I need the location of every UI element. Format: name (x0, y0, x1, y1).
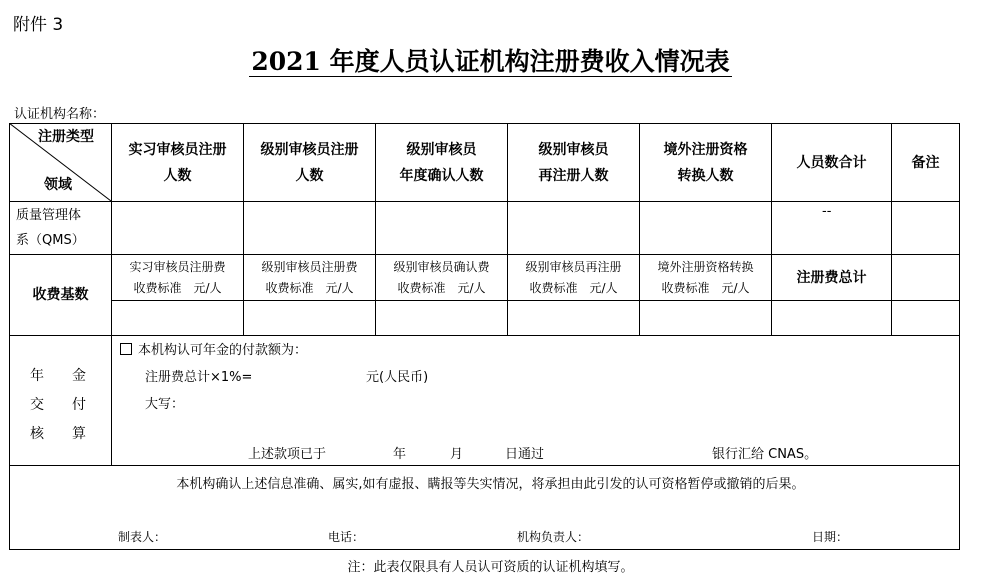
remittance-year: 年 (393, 447, 407, 462)
remittance-day: 日通过 (505, 447, 545, 462)
row-divider (111, 300, 960, 301)
side-label-line: 年 金 (30, 368, 86, 384)
remittance-month: 月 (450, 447, 464, 462)
footer-note: 注：此表仅限具有人员认可资质的认证机构填写。 (347, 560, 634, 575)
row-divider (9, 465, 960, 466)
signature-preparer: 制表人： (118, 530, 167, 544)
fee-line: 级别审核员再注册 (525, 259, 622, 274)
declaration-text: 本机构确认上述信息准确、属实,如有虚报、瞒报等失实情况，将承担由此引发的认可资格暂停或撤销的后果。 (176, 477, 805, 492)
qms-label-line: 质量管理体 (16, 208, 82, 223)
annual-fee-line1-text: 本机构认可年金的付款额为： (138, 343, 308, 358)
fee-line: 收费标准 元/人 (265, 280, 354, 295)
annual-fee-line1 (120, 339, 307, 358)
fee-line: 境外注册资格转换 (657, 259, 754, 274)
header-line: 实习审核员注册 (128, 141, 227, 158)
qms-total-value: -- (822, 204, 832, 219)
fee-line: 收费标准 元/人 (133, 280, 222, 295)
side-label-line: 核 算 (30, 426, 86, 442)
fee-line: 级别审核员确认费 (393, 259, 490, 274)
fee-header-overseas (640, 255, 771, 300)
attachment-label: 附件 3 (13, 15, 64, 35)
signature-responsible: 机构负责人： (517, 530, 590, 544)
header-line: 人数 (295, 167, 324, 184)
fee-line: 级别审核员注册费 (261, 259, 358, 274)
fee-header-level-registration (244, 255, 375, 300)
annual-fee-currency: 元(人民币) (366, 370, 429, 385)
header-level-registration (244, 124, 375, 201)
header-remark: 备注 (911, 154, 940, 171)
header-total-persons: 人员数合计 (796, 154, 867, 171)
checkbox-icon[interactable] (120, 343, 132, 355)
annual-fee-side-label (30, 362, 86, 449)
annual-fee-capital-label: 大写： (145, 397, 185, 412)
fee-header-intern (112, 255, 243, 300)
fee-header-re-registration (508, 255, 639, 300)
header-re-registration (508, 124, 639, 201)
corner-top-label: 注册类型 (38, 129, 94, 145)
qms-row-label (16, 203, 85, 253)
remittance-prefix: 上述款项已于 (248, 447, 327, 462)
header-line: 人数 (163, 167, 192, 184)
page-title (0, 42, 981, 78)
signature-phone: 电话： (328, 530, 365, 544)
org-name-label: 认证机构名称： (14, 107, 106, 122)
fee-line: 实习审核员注册费 (129, 259, 226, 274)
fee-line: 收费标准 元/人 (397, 280, 486, 295)
title-text: 2021 年度人员认证机构注册费收入情况表 (251, 47, 730, 76)
header-line: 级别审核员 (538, 141, 609, 158)
header-line: 级别审核员注册 (260, 141, 359, 158)
side-label-line: 交 付 (30, 397, 86, 413)
header-intern-registration (112, 124, 243, 201)
header-line: 境外注册资格 (663, 141, 748, 158)
header-annual-confirmation (376, 124, 507, 201)
header-line: 级别审核员 (406, 141, 477, 158)
fee-line: 收费标准 元/人 (529, 280, 618, 295)
annual-fee-formula: 注册费总计×1%= (145, 370, 253, 385)
header-overseas-conversion (640, 124, 771, 201)
fee-line: 收费标准 元/人 (661, 280, 750, 295)
fee-base-label: 收费基数 (32, 287, 89, 303)
header-line: 转换人数 (677, 167, 734, 184)
corner-bottom-label: 领域 (44, 177, 72, 193)
fee-total-label: 注册费总计 (796, 269, 867, 286)
fee-header-confirmation (376, 255, 507, 300)
signature-date: 日期： (812, 530, 849, 544)
header-line: 再注册人数 (538, 167, 609, 184)
remittance-suffix: 银行汇给 CNAS。 (712, 447, 818, 462)
header-line: 年度确认人数 (399, 167, 484, 184)
row-divider (9, 335, 960, 336)
row-divider (9, 201, 960, 202)
qms-label-line: 系（QMS） (16, 233, 85, 248)
